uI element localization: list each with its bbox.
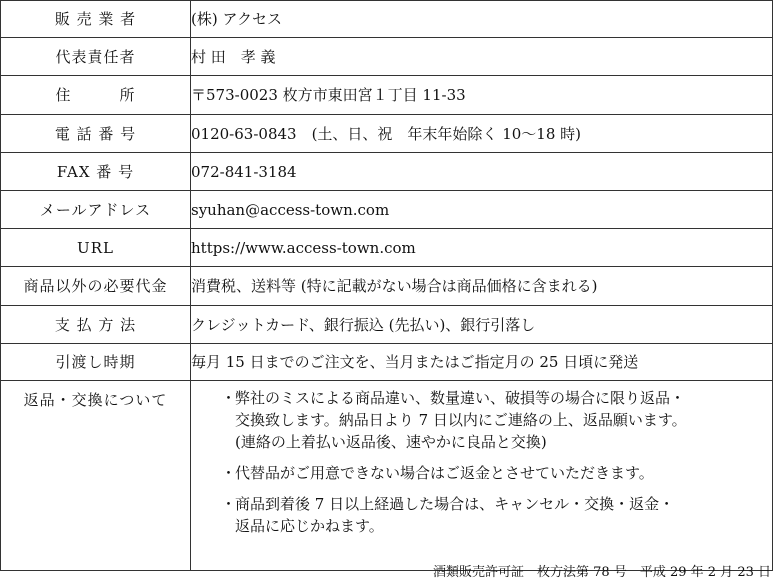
table-row [1,115,773,153]
row-value-url: https://www.access-town.com [191,229,773,267]
policy-line: 商品到着後 7 日以上経過した場合は、キャンセル・交換・返金・ [235,495,675,513]
list-item [221,462,772,484]
row-value-payment-method: クレジットカード、銀行振込 (先払い)、銀行引落し [191,306,773,344]
table-row [1,38,773,76]
row-label-extra-fees: 商品以外の必要代金 [1,267,191,306]
row-value-delivery-time: 毎月 15 日までのご注文を、当月またはご指定月の 25 日頃に発送 [191,344,773,381]
row-value-fax: 072-841-3184 [191,153,773,191]
table-row [1,344,773,381]
row-value-address: 〒573-0023 枚方市東田宮１丁目 11-33 [191,76,773,115]
table-row [1,1,773,38]
row-label-returns: 返品・交換について [1,381,191,571]
row-label-delivery-time: 引渡し時期 [1,344,191,381]
row-label-phone: 電 話 番 号 [1,115,191,153]
row-label-payment-method: 支 払 方 法 [1,306,191,344]
row-value-seller: (株) アクセス [191,1,773,38]
list-item [221,493,772,537]
table-row [1,191,773,229]
row-value-extra-fees: 消費税、送料等 (特に記載がない場合は商品価格に含まれる) [191,267,773,306]
returns-policy-list [221,387,772,537]
row-value-representative: 村 田 孝 義 [191,38,773,76]
row-label-email: メールアドレス [1,191,191,229]
policy-line: 交換致します。納品日より 7 日以内にご連絡の上、返品願います。 [235,411,687,429]
row-label-fax: FAX 番 号 [1,153,191,191]
bullet-mark: ・ [221,389,237,407]
policy-line: 弊社のミスによる商品違い、数量違い、破損等の場合に限り返品・ [235,389,686,407]
policy-line: (連絡の上着払い返品後、速やかに良品と交換) [235,433,547,451]
row-label-seller: 販 売 業 者 [1,1,191,38]
row-value-phone: 0120-63-0843 (土、日、祝 年末年始除く 10〜18 時) [191,115,773,153]
table-row [1,153,773,191]
table-row [1,306,773,344]
row-value-returns [191,381,773,571]
row-value-email: syuhan@access-town.com [191,191,773,229]
table-row [1,381,773,571]
bullet-mark: ・ [221,464,237,482]
row-label-representative: 代表責任者 [1,38,191,76]
table-row [1,229,773,267]
liquor-license-note: 酒類販売許可証 枚方法第 78 号 平成 29 年 2 月 23 日 [433,565,771,580]
row-label-url: URL [1,229,191,267]
list-item [221,387,772,453]
table-row [1,76,773,115]
row-label-address: 住 所 [1,76,191,115]
table-row [1,267,773,306]
policy-line: 返品に応じかねます。 [235,517,384,535]
bullet-mark: ・ [221,495,237,513]
policy-line: 代替品がご用意できない場合はご返金とさせていただきます。 [235,464,654,482]
